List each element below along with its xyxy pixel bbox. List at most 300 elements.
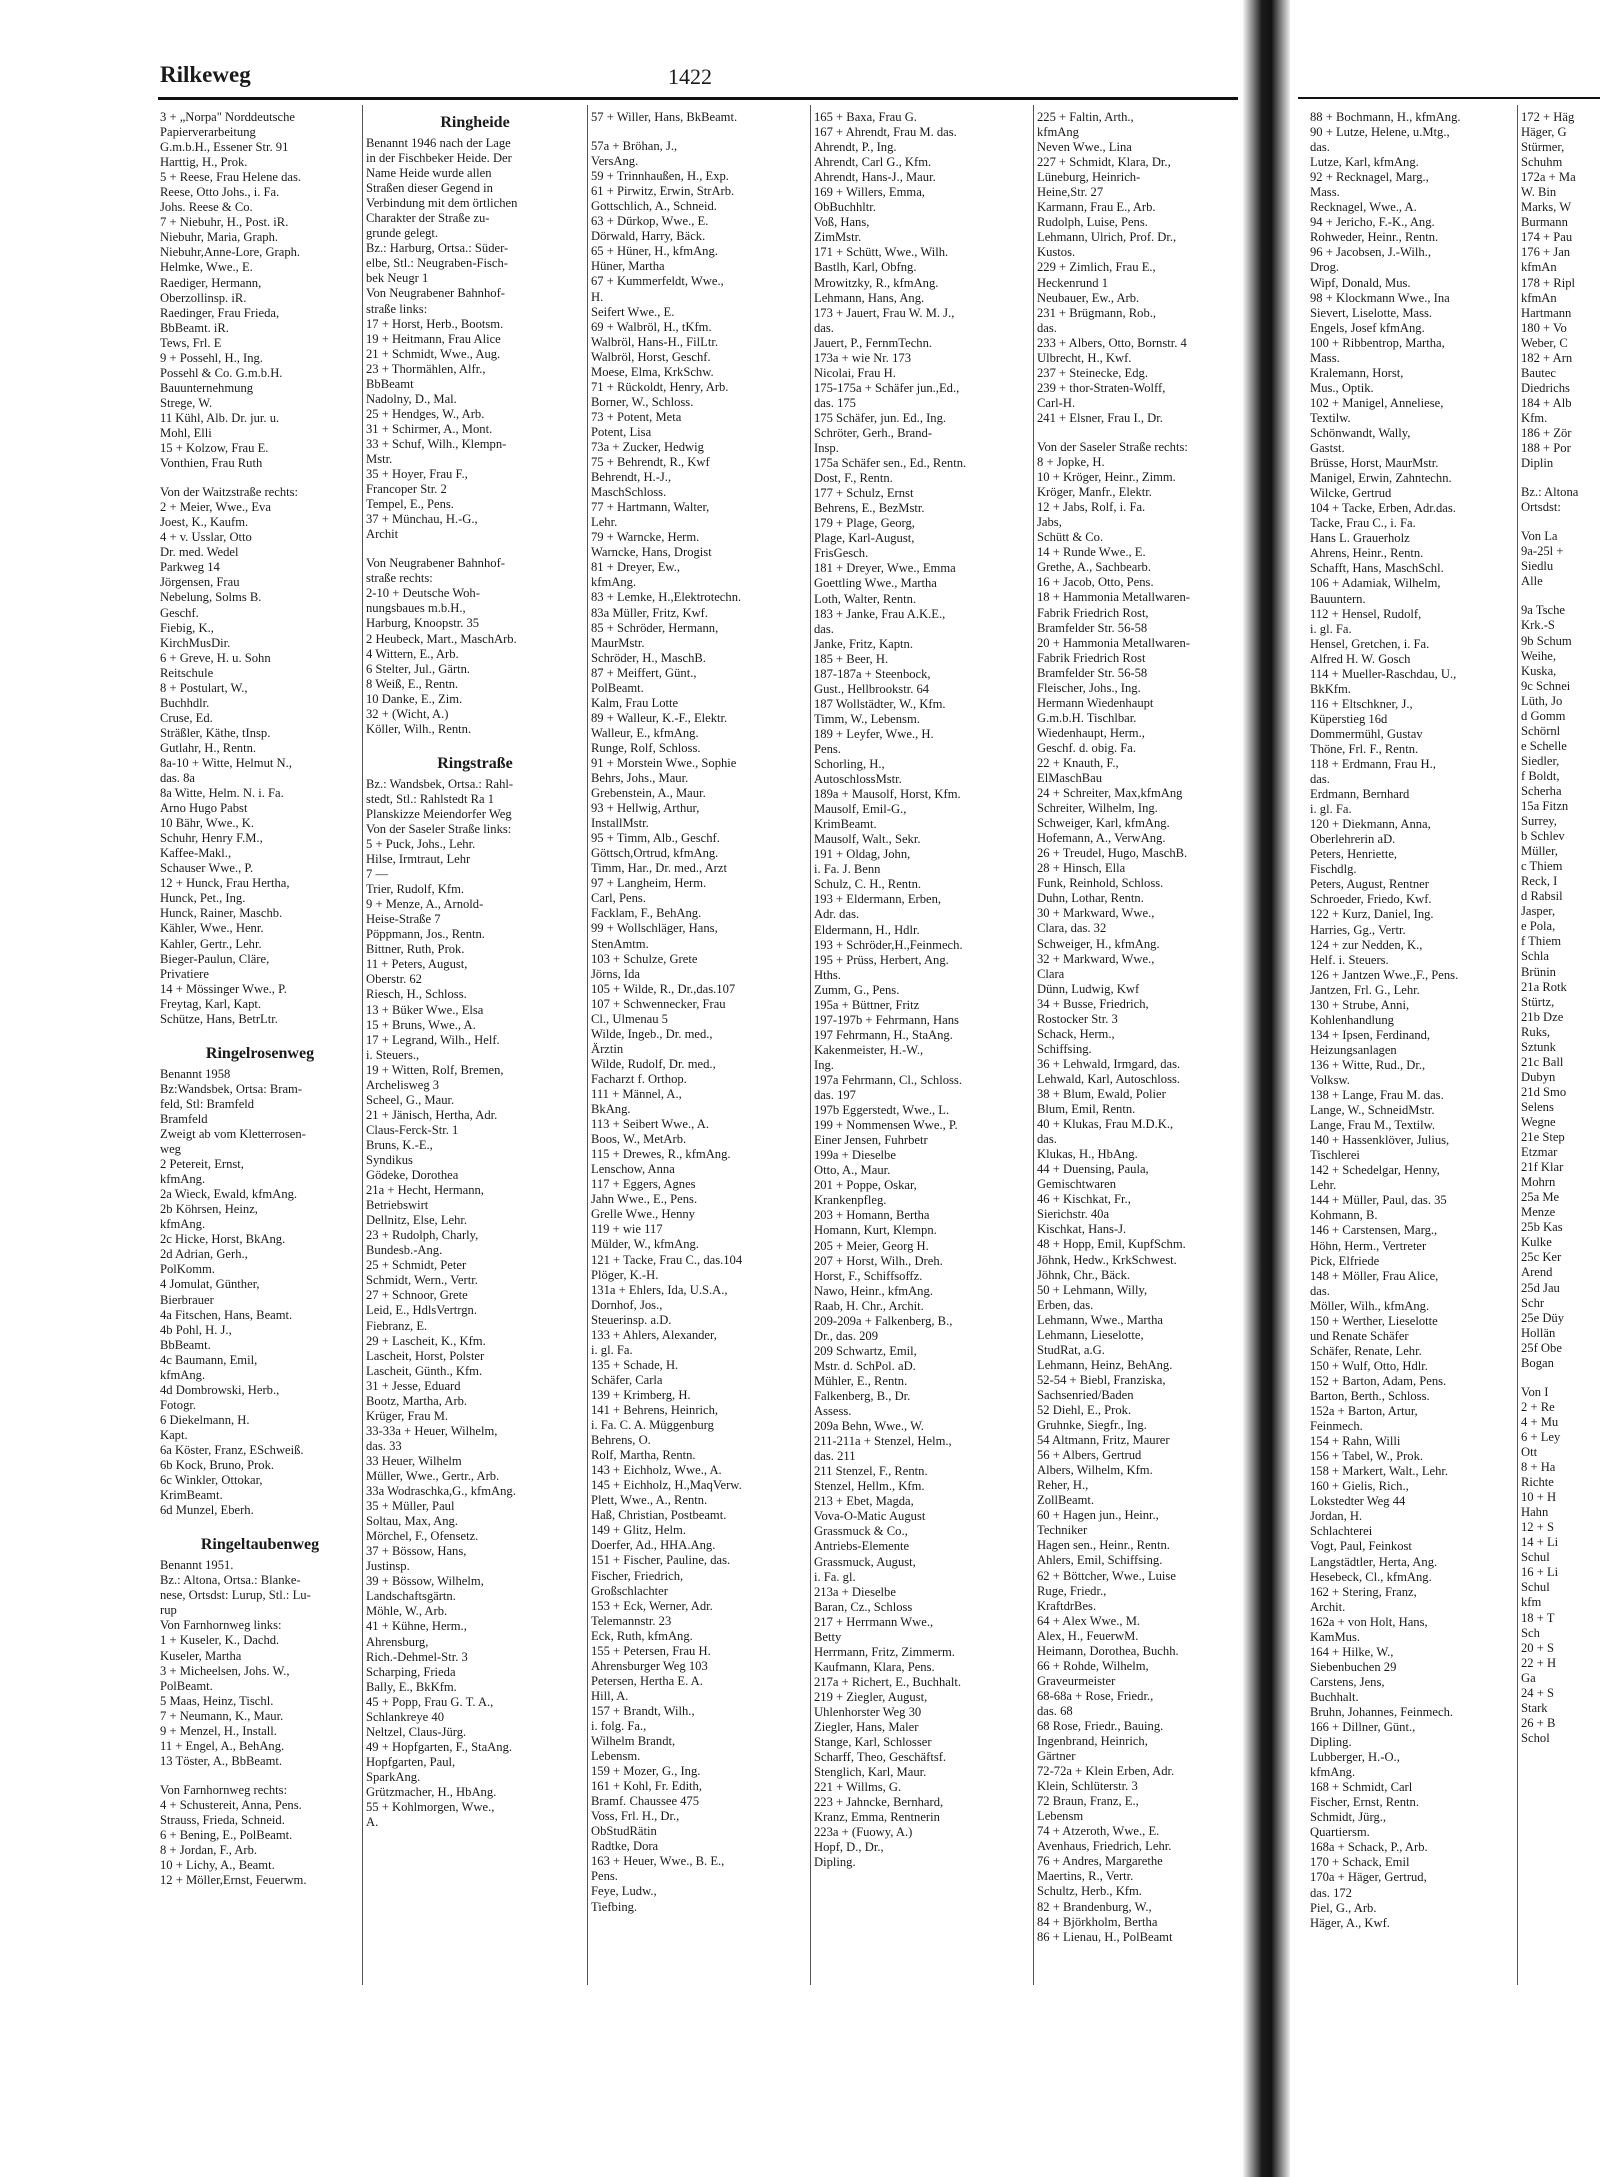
directory-entry: 48 + Hopp, Emil, KupfSchm. xyxy=(1037,1237,1186,1252)
directory-entry: Heimann, Dorothea, Buchh. xyxy=(1037,1643,1179,1658)
directory-entry: Hahn xyxy=(1521,1505,1549,1520)
directory-entry: Carstens, Jens, xyxy=(1310,1674,1385,1689)
directory-entry: MaschSchloss. xyxy=(591,485,667,500)
directory-entry: Recknagel, Wwe., A. xyxy=(1310,200,1417,215)
directory-entry: Heine,Str. 27 xyxy=(1037,185,1104,200)
directory-entry: 156 + Tabel, W., Prok. xyxy=(1310,1449,1424,1464)
directory-entry: W. Bin xyxy=(1521,185,1557,200)
directory-entry: Loth, Walter, Rentn. xyxy=(814,591,917,606)
directory-entry: Ahrendt, Carl G., Kfm. xyxy=(814,155,932,170)
directory-entry: Hesebeck, Cl., kfmAng. xyxy=(1310,1569,1432,1584)
directory-entry: AutoschlossMstr. xyxy=(814,772,902,787)
directory-entry: 122 + Kurz, Daniel, Ing. xyxy=(1310,907,1434,922)
directory-entry: e Schelle xyxy=(1521,738,1567,753)
directory-entry: das. xyxy=(1310,1283,1330,1298)
directory-entry: Manigel, Erwin, Zahntechn. xyxy=(1310,471,1452,486)
directory-entry: 89 + Walleur, K.-F., Elektr. xyxy=(591,710,728,725)
directory-entry: Peters, Henriette, xyxy=(1310,847,1398,862)
directory-entry: 185 + Beer, H. xyxy=(814,651,889,666)
directory-entry: Seifert Wwe., E. xyxy=(591,304,675,319)
directory-entry: Cl., Ulmenau 5 xyxy=(591,1011,668,1026)
directory-entry: nese, Ortsdst: Lurup, Stl.: Lu- xyxy=(160,1588,311,1603)
directory-entry: 157 + Brandt, Wilh., xyxy=(591,1703,695,1718)
directory-entry: 98 + Klockmann Wwe., Ina xyxy=(1310,290,1450,305)
directory-entry: Lange, Frau M., Textilw. xyxy=(1310,1118,1436,1133)
directory-entry: Vogt, Paul, Feinkost xyxy=(1310,1539,1412,1554)
directory-entry: Lenschow, Anna xyxy=(591,1162,675,1177)
directory-entry: Grassmuck, August, xyxy=(814,1554,916,1569)
directory-entry: Hopf, D., Dr., xyxy=(814,1840,884,1855)
directory-entry: 68 Rose, Friedr., Bauing. xyxy=(1037,1718,1164,1733)
directory-entry: Wilde, Rudolf, Dr. med., xyxy=(591,1056,716,1071)
column-2 xyxy=(366,110,584,1830)
directory-entry: 197 Fehrmann, H., StaAng. xyxy=(814,1027,953,1042)
directory-entry: 24 + Schreiter, Max,kfmAng xyxy=(1037,786,1183,801)
directory-entry: Mstr. xyxy=(366,451,393,466)
spacer xyxy=(1521,471,1600,485)
directory-entry: 179 + Plage, Georg, xyxy=(814,516,915,531)
directory-entry: Strauss, Frieda, Schneid. xyxy=(160,1812,285,1827)
directory-entry: StenAmtm. xyxy=(591,936,649,951)
directory-entry: Schr xyxy=(1521,1295,1545,1310)
directory-entry: 213a + Dieselbe xyxy=(814,1584,896,1599)
directory-entry: Schweiger, H., kfmAng. xyxy=(1037,936,1160,951)
directory-entry: Funk, Reinhold, Schloss. xyxy=(1037,876,1164,891)
directory-entry: Dr., das. 209 xyxy=(814,1328,879,1343)
directory-entry: 21 + Schmidt, Wwe., Aug. xyxy=(366,346,501,361)
street-heading: Ringstraße xyxy=(437,754,513,772)
directory-entry: 186 + Zör xyxy=(1521,425,1572,440)
directory-entry: Küperstieg 16d xyxy=(1310,711,1388,726)
directory-entry: 25c Ker xyxy=(1521,1250,1562,1265)
page-number: 1422 xyxy=(668,64,712,89)
directory-entry: Lüth, Jo xyxy=(1521,693,1563,708)
directory-entry: Raab, H. Chr., Archit. xyxy=(814,1298,924,1313)
directory-entry: 217 + Herrmann Wwe., xyxy=(814,1614,934,1629)
directory-entry: nungsbaues m.b.H., xyxy=(366,601,466,616)
directory-entry: Helmke, Wwe., E. xyxy=(160,260,253,275)
directory-entry: 180 + Vo xyxy=(1521,320,1567,335)
directory-entry: Tischlerei xyxy=(1310,1148,1360,1163)
directory-entry: Ahlers, Emil, Schiffsing. xyxy=(1037,1553,1163,1568)
directory-entry: 161 + Kohl, Fr. Edith, xyxy=(591,1779,703,1794)
column-5 xyxy=(1037,110,1241,1945)
directory-entry: 49 + Hopfgarten, F., StaAng. xyxy=(366,1739,513,1754)
directory-entry: Ulbrecht, H., Kwf. xyxy=(1037,350,1132,365)
directory-entry: Lehmann, Heinz, BehAng. xyxy=(1037,1357,1173,1372)
directory-entry: 106 + Adamiak, Wilhelm, xyxy=(1310,576,1441,591)
directory-entry: 20 + S xyxy=(1521,1640,1554,1655)
directory-entry: Mass. xyxy=(1310,185,1340,200)
directory-entry: 189 + Leyfer, Wwe., H. xyxy=(814,726,934,741)
directory-entry: 2c Hicke, Horst, BkAng. xyxy=(160,1232,286,1247)
directory-entry: Joest, K., Kaufm. xyxy=(160,515,249,530)
directory-entry: Ruge, Friedr., xyxy=(1037,1583,1107,1598)
directory-entry: 149 + Glitz, Helm. xyxy=(591,1523,686,1538)
directory-entry: 8a-10 + Witte, Helmut N., xyxy=(160,755,292,770)
directory-entry: Kuseler, Martha xyxy=(160,1648,242,1663)
directory-entry: 217a + Richert, E., Buchhalt. xyxy=(814,1674,961,1689)
directory-entry: Schafft, Hans, MaschSchl. xyxy=(1310,561,1444,576)
directory-entry: Von Farnhornweg links: xyxy=(160,1618,282,1633)
spacer xyxy=(1521,589,1600,603)
directory-entry: 105 + Wilde, R., Dr.,das.107 xyxy=(591,981,736,996)
directory-entry: Krankenpfleg. xyxy=(814,1193,887,1208)
directory-entry: Bz.: Harburg, Ortsa.: Süder- xyxy=(366,241,509,256)
directory-entry: 37 + Münchau, H.-G., xyxy=(366,512,478,527)
directory-entry: 54 Altmann, Fritz, Maurer xyxy=(1037,1433,1170,1448)
directory-entry: 2a Wieck, Ewald, kfmAng. xyxy=(160,1187,298,1202)
directory-entry: 73a + Zucker, Hedwig xyxy=(591,439,704,454)
directory-entry: 7 + Neumann, K., Maur. xyxy=(160,1708,284,1723)
directory-entry: Assess. xyxy=(814,1404,852,1419)
directory-entry: Hofemann, A., VerwAng. xyxy=(1037,831,1166,846)
directory-entry: Clara xyxy=(1037,966,1065,981)
column-divider xyxy=(1517,105,1518,1985)
spacer xyxy=(1521,1371,1600,1385)
directory-entry: 120 + Diekmann, Anna, xyxy=(1310,817,1431,832)
directory-entry: Runge, Rolf, Schloss. xyxy=(591,740,701,755)
directory-entry: 9a Tsche xyxy=(1521,603,1565,618)
directory-entry: 211-211a + Stenzel, Helm., xyxy=(814,1434,952,1449)
directory-entry: Kustos. xyxy=(1037,245,1076,260)
column-divider xyxy=(1033,105,1034,1985)
directory-entry: Schäfer, Renate, Lehr. xyxy=(1310,1343,1422,1358)
directory-entry: 56 + Albers, Gertrud xyxy=(1037,1448,1142,1463)
directory-entry: i. gl. Fa. xyxy=(591,1342,633,1357)
directory-entry: i. gl. Fa. xyxy=(1310,621,1352,636)
directory-entry: Kapt. xyxy=(160,1427,188,1442)
directory-entry: Wiedenhaupt, Herm., xyxy=(1037,725,1145,740)
directory-entry: Jörns, Ida xyxy=(591,966,640,981)
directory-entry: kfmAn xyxy=(1521,260,1557,275)
directory-entry: Insp. xyxy=(814,441,839,456)
directory-entry: das. 197 xyxy=(814,1088,856,1103)
directory-entry: Wegne xyxy=(1521,1115,1556,1129)
directory-entry: Homann, Kurt, Klempn. xyxy=(814,1223,937,1238)
directory-entry: Mohrn xyxy=(1521,1175,1556,1190)
directory-entry: 62 + Böttcher, Wwe., Luise xyxy=(1037,1568,1176,1583)
directory-entry: Ärztin xyxy=(591,1041,624,1056)
directory-entry: bek Neugr 1 xyxy=(366,271,429,286)
book-gutter xyxy=(1243,0,1290,2177)
directory-entry: Tiefbing. xyxy=(591,1899,638,1914)
directory-entry: i. Fa. J. Benn xyxy=(814,862,881,877)
directory-entry: Gust., Hellbrookstr. 64 xyxy=(814,681,930,696)
directory-entry: 19 + Heitmann, Frau Alice xyxy=(366,331,501,346)
directory-entry: Warncke, Hans, Drogist xyxy=(591,545,712,560)
directory-entry: 199 + Nommensen Wwe., P. xyxy=(814,1118,958,1133)
directory-entry: Selens xyxy=(1521,1099,1554,1114)
directory-entry: 223a + (Fuowy, A.) xyxy=(814,1825,913,1840)
directory-entry: und Renate Schäfer xyxy=(1310,1328,1409,1343)
directory-entry: Behrendt, H.-J., xyxy=(591,470,672,485)
directory-entry: Feinmech. xyxy=(1310,1419,1363,1434)
directory-entry: 148 + Möller, Frau Alice, xyxy=(1310,1268,1439,1283)
directory-entry: 45 + Popp, Frau G. T. A., xyxy=(366,1694,494,1709)
directory-entry: 3 + Micheelsen, Johs. W., xyxy=(160,1663,290,1678)
directory-entry: 159 + Mozer, G., Ing. xyxy=(591,1764,701,1779)
directory-entry: 6c Winkler, Ottokar, xyxy=(160,1473,263,1488)
spacer xyxy=(160,1769,360,1783)
spacer xyxy=(160,471,360,485)
directory-entry: kfmAng. xyxy=(1310,1765,1356,1780)
directory-entry: 75 + Behrendt, R., Kwf xyxy=(591,455,710,470)
directory-entry: i. Fa. gl. xyxy=(814,1569,856,1584)
directory-entry: 7 + Niebuhr, H., Post. iR. xyxy=(160,215,289,230)
directory-entry: Hartmann xyxy=(1521,305,1572,320)
directory-entry: Tews, Frl. E xyxy=(160,335,222,350)
directory-entry: Schul xyxy=(1521,1580,1550,1595)
directory-entry: Schiffsing. xyxy=(1037,1041,1092,1056)
directory-entry: Planskizze Meiendorfer Weg xyxy=(366,806,512,821)
directory-entry: 6 Stelter, Jul., Gärtn. xyxy=(366,661,471,676)
directory-entry: Schmidt, Jürg., xyxy=(1310,1810,1387,1825)
directory-entry: 188 + Por xyxy=(1521,441,1571,456)
directory-entry: Von der Waitzstraße rechts: xyxy=(160,485,299,500)
directory-entry: 11 Kühl, Alb. Dr. jur. u. xyxy=(160,410,280,425)
directory-entry: Adr. das. xyxy=(814,907,860,922)
directory-entry: Facklam, F., BehAng. xyxy=(591,906,702,921)
column-divider xyxy=(362,105,363,1985)
directory-entry: Soltau, Max, Ang. xyxy=(366,1514,459,1529)
directory-entry: Neubauer, Ew., Arb. xyxy=(1037,290,1140,305)
street-heading: Ringelrosenweg xyxy=(205,1044,315,1062)
directory-entry: Bogan xyxy=(1521,1355,1554,1370)
directory-entry: 135 + Schade, H. xyxy=(591,1357,679,1372)
directory-entry: 146 + Carstensen, Marg., xyxy=(1310,1223,1438,1238)
directory-entry: 233 + Albers, Otto, Bornstr. 4 xyxy=(1037,335,1187,350)
directory-entry: 4 + v. Usslar, Otto xyxy=(160,530,252,545)
directory-entry: Betty xyxy=(814,1629,842,1644)
directory-entry: Sierichstr. 40a xyxy=(1037,1207,1110,1222)
directory-entry: 6b Kock, Bruno, Prok. xyxy=(160,1458,275,1473)
street-heading: Ringheide xyxy=(440,114,510,131)
spacer xyxy=(366,542,584,556)
directory-entry: KamMus. xyxy=(1310,1629,1361,1644)
directory-entry: Kuska, xyxy=(1521,663,1557,678)
directory-entry: Mühler, E., Rentn. xyxy=(814,1373,908,1388)
directory-entry: 184 + Alb xyxy=(1521,395,1572,410)
column-6 xyxy=(1310,110,1515,1931)
directory-entry: Hagen sen., Heinr., Rentn. xyxy=(1037,1538,1170,1553)
directory-entry: i. Fa. C. A. Müggenburg xyxy=(591,1418,714,1433)
directory-entry: 150 + Wulf, Otto, Hdlr. xyxy=(1310,1358,1428,1373)
directory-entry: Müller, Wwe., Gertr., Arb. xyxy=(366,1468,500,1483)
directory-entry: Voss, Frl. H., Dr., xyxy=(591,1809,680,1824)
directory-entry: 2 Petereit, Ernst, xyxy=(160,1157,244,1172)
directory-entry: Kähler, Wwe., Henr. xyxy=(160,921,264,936)
directory-entry: Textilw. xyxy=(1310,410,1351,425)
directory-entry: Voß, Hans, xyxy=(814,215,870,230)
directory-entry: Krk.-S xyxy=(1521,618,1555,633)
directory-entry: 172a + Ma xyxy=(1521,170,1576,185)
directory-entry: 52-54 + Biebl, Franziska, xyxy=(1037,1372,1166,1387)
directory-entry: Oberlehrerin aD. xyxy=(1310,832,1396,847)
directory-entry: Lehr. xyxy=(591,515,618,530)
column-7 xyxy=(1521,110,1600,1746)
directory-entry: Herrmann, Fritz, Zimmerm. xyxy=(814,1644,955,1659)
directory-entry: 168 + Schmidt, Carl xyxy=(1310,1780,1413,1795)
directory-entry: Kaufmann, Klara, Pens. xyxy=(814,1659,935,1674)
directory-entry: kfmAng. xyxy=(591,575,637,590)
directory-entry: 15a Fitzn xyxy=(1521,799,1569,814)
directory-entry: kfmAng. xyxy=(160,1217,206,1232)
directory-entry: 10 + H xyxy=(1521,1490,1557,1505)
directory-entry: Charakter der Straße zu- xyxy=(366,211,490,226)
directory-entry: Ahrendt, P., Ing. xyxy=(814,140,897,155)
directory-entry: 107 + Schwennecker, Frau xyxy=(591,996,726,1011)
directory-entry: Geschf. d. obig. Fa. xyxy=(1037,740,1136,755)
directory-entry: Gutlahr, H., Rentn. xyxy=(160,740,257,755)
directory-entry: das. 172 xyxy=(1310,1885,1352,1900)
directory-entry: Schlankreye 40 xyxy=(366,1709,444,1724)
directory-entry: 126 + Jantzen Wwe.,F., Pens. xyxy=(1310,967,1459,982)
directory-entry: 24 + S xyxy=(1521,1685,1554,1700)
directory-entry: 8 + Ha xyxy=(1521,1460,1556,1475)
directory-entry: 86 + Lienau, H., PolBeamt xyxy=(1037,1929,1173,1944)
directory-entry: Facharzt f. Orthop. xyxy=(591,1071,687,1086)
directory-entry: 213 + Ebet, Magda, xyxy=(814,1494,914,1509)
column-1 xyxy=(160,110,360,1888)
directory-entry: 10 Bähr, Wwe., K. xyxy=(160,816,255,831)
directory-entry: c Thiem xyxy=(1521,859,1563,874)
directory-entry: Hunck, Rainer, Maschb. xyxy=(160,906,283,921)
directory-entry: PolKomm. xyxy=(160,1262,215,1277)
directory-entry: Gruhnke, Siegfr., Ing. xyxy=(1037,1418,1147,1433)
directory-entry: 50 + Lehmann, Willy, xyxy=(1037,1282,1148,1297)
directory-entry: Bittner, Ruth, Prok. xyxy=(366,942,465,957)
directory-entry: 117 + Eggers, Agnes xyxy=(591,1177,696,1192)
directory-entry: Richte xyxy=(1521,1475,1554,1490)
directory-entry: Müller, xyxy=(1521,844,1558,859)
directory-entry: Langstädtler, Herta, Ang. xyxy=(1310,1554,1438,1569)
spacer xyxy=(591,125,807,139)
directory-entry: Schreiter, Wilhelm, Ing. xyxy=(1037,801,1158,816)
directory-entry: Oberzollinsp. iR. xyxy=(160,290,247,305)
directory-entry: Raediger, Hermann, xyxy=(160,275,262,290)
directory-entry: 72 Braun, Franz, E., xyxy=(1037,1794,1139,1809)
directory-entry: Haß, Christian, Postbeamt. xyxy=(591,1508,727,1523)
directory-entry: Erdmann, Bernhard xyxy=(1310,787,1410,802)
directory-entry: Schultz, Herb., Kfm. xyxy=(1037,1884,1142,1899)
directory-entry: Höhn, Herm., Vertreter xyxy=(1310,1238,1427,1253)
directory-entry: Mrowitzky, R., kfmAng. xyxy=(814,275,939,290)
directory-entry: Kischkat, Hans-J. xyxy=(1037,1222,1127,1237)
directory-entry: Schorling, H., xyxy=(814,757,885,772)
directory-entry: 229 + Zimlich, Frau E., xyxy=(1037,260,1156,275)
directory-entry: 175a Schäfer sen., Ed., Rentn. xyxy=(814,456,967,471)
directory-entry: Hopfgarten, Paul, xyxy=(366,1754,456,1769)
directory-entry: 173 + Jauert, Frau W. M. J., xyxy=(814,305,955,320)
directory-entry: 209 Schwartz, Emil, xyxy=(814,1343,917,1358)
directory-entry: Sachsenried/Baden xyxy=(1037,1387,1134,1402)
directory-entry: 2 + Re xyxy=(1521,1399,1555,1414)
directory-entry: 76 + Andres, Margarethe xyxy=(1037,1854,1163,1869)
directory-entry: Schlachterei xyxy=(1310,1524,1373,1539)
column-divider xyxy=(810,105,811,1985)
directory-entry: d Rabsil xyxy=(1521,889,1563,904)
directory-entry: Dost, F., Rentn. xyxy=(814,471,893,486)
column-4 xyxy=(814,110,1030,1870)
directory-entry: Lehmann, Lieselotte, xyxy=(1037,1327,1144,1342)
directory-entry: Bieger-Paulun, Cläre, xyxy=(160,951,270,966)
directory-entry: Sch xyxy=(1521,1625,1540,1640)
directory-entry: Scharff, Theo, Geschäftsf. xyxy=(814,1750,947,1765)
directory-entry: Großschlachter xyxy=(591,1583,668,1598)
directory-entry: 121 + Tacke, Frau C., das.104 xyxy=(591,1252,743,1267)
directory-entry: Von der Saseler Straße links: xyxy=(366,821,512,836)
directory-entry: Uhlenhorster Weg 30 xyxy=(814,1704,922,1719)
directory-entry: 35 + Müller, Paul xyxy=(366,1499,455,1514)
directory-entry: Arend xyxy=(1521,1265,1553,1280)
directory-entry: Benannt 1958 xyxy=(160,1066,231,1081)
directory-entry: rup xyxy=(160,1603,177,1618)
directory-entry: Pick, Elfriede xyxy=(1310,1253,1380,1268)
directory-entry: Lubberger, H.-O., xyxy=(1310,1750,1400,1765)
directory-entry: Lebensm. xyxy=(591,1749,641,1764)
directory-entry: 25a Me xyxy=(1521,1190,1560,1205)
directory-entry: Rostocker Str. 3 xyxy=(1037,1011,1118,1026)
directory-entry: Rudolph, Luise, Pens. xyxy=(1037,215,1148,230)
directory-entry: 138 + Lange, Frau M. das. xyxy=(1310,1088,1444,1103)
directory-entry: i. gl. Fa. xyxy=(1310,802,1352,817)
directory-entry: Möhle, W., Arb. xyxy=(366,1604,448,1619)
directory-entry: 5 Maas, Heinz, Tischl. xyxy=(160,1693,274,1708)
directory-entry: Wilcke, Gertrud xyxy=(1310,486,1392,501)
directory-entry: 189a + Mausolf, Horst, Kfm. xyxy=(814,787,961,802)
directory-entry: Diplin xyxy=(1521,456,1554,471)
directory-entry: FrisGesch. xyxy=(814,546,869,561)
directory-entry: 4 Wittern, E., Arb. xyxy=(366,646,459,661)
directory-entry: Harries, Gg., Vertr. xyxy=(1310,922,1406,937)
directory-entry: 21a Rotk xyxy=(1521,979,1567,994)
directory-entry: Bramfeld xyxy=(160,1111,208,1126)
directory-entry: Heizungsanlagen xyxy=(1310,1042,1397,1057)
directory-entry: 195a + Büttner, Fritz xyxy=(814,997,920,1012)
directory-entry: Schmidt, Wern., Vertr. xyxy=(366,1273,478,1288)
directory-entry: Nadolny, D., Mal. xyxy=(366,391,457,406)
directory-entry: Albers, Wilhelm, Kfm. xyxy=(1037,1463,1153,1478)
directory-entry: f Boldt, xyxy=(1521,768,1560,783)
directory-entry: Schütt & Co. xyxy=(1037,530,1104,545)
directory-entry: Krüger, Frau M. xyxy=(366,1408,449,1423)
directory-entry: Fotogr. xyxy=(160,1397,197,1412)
directory-entry: 9 + Menze, A., Arnold- xyxy=(366,897,484,912)
directory-entry: Lehwald, Karl, Autoschloss. xyxy=(1037,1071,1181,1086)
directory-entry: 26 + B xyxy=(1521,1715,1556,1730)
directory-entry: das. xyxy=(1037,320,1057,335)
directory-entry: 11 + Peters, August, xyxy=(366,957,468,972)
directory-entry: Steuerinsp. a.D. xyxy=(591,1312,672,1327)
directory-entry: Syndikus xyxy=(366,1153,413,1167)
directory-entry: 6 + Ley xyxy=(1521,1429,1561,1444)
directory-entry: Sträßler, Käthe, tInsp. xyxy=(160,725,271,740)
directory-entry: 39 + Bössow, Wilhelm, xyxy=(366,1574,484,1589)
directory-entry: Kalm, Frau Lotte xyxy=(591,695,679,710)
directory-entry: 22 + Knauth, F., xyxy=(1037,755,1119,770)
directory-entry: Surrey, xyxy=(1521,814,1557,829)
directory-entry: 187-187a + Steenbock, xyxy=(814,666,931,681)
directory-entry: Fischer, Friedrich, xyxy=(591,1568,684,1583)
directory-entry: Behrens, E., BezMstr. xyxy=(814,501,925,516)
directory-entry: 172 + Häg xyxy=(1521,110,1575,124)
directory-entry: Grethe, A., Sachbearb. xyxy=(1037,560,1152,575)
directory-entry: 71 + Rückoldt, Henry, Arb. xyxy=(591,379,729,394)
directory-entry: 4c Baumann, Emil, xyxy=(160,1352,258,1367)
directory-entry: Archelisweg 3 xyxy=(366,1077,440,1092)
directory-entry: 201 + Poppe, Oskar, xyxy=(814,1178,917,1193)
